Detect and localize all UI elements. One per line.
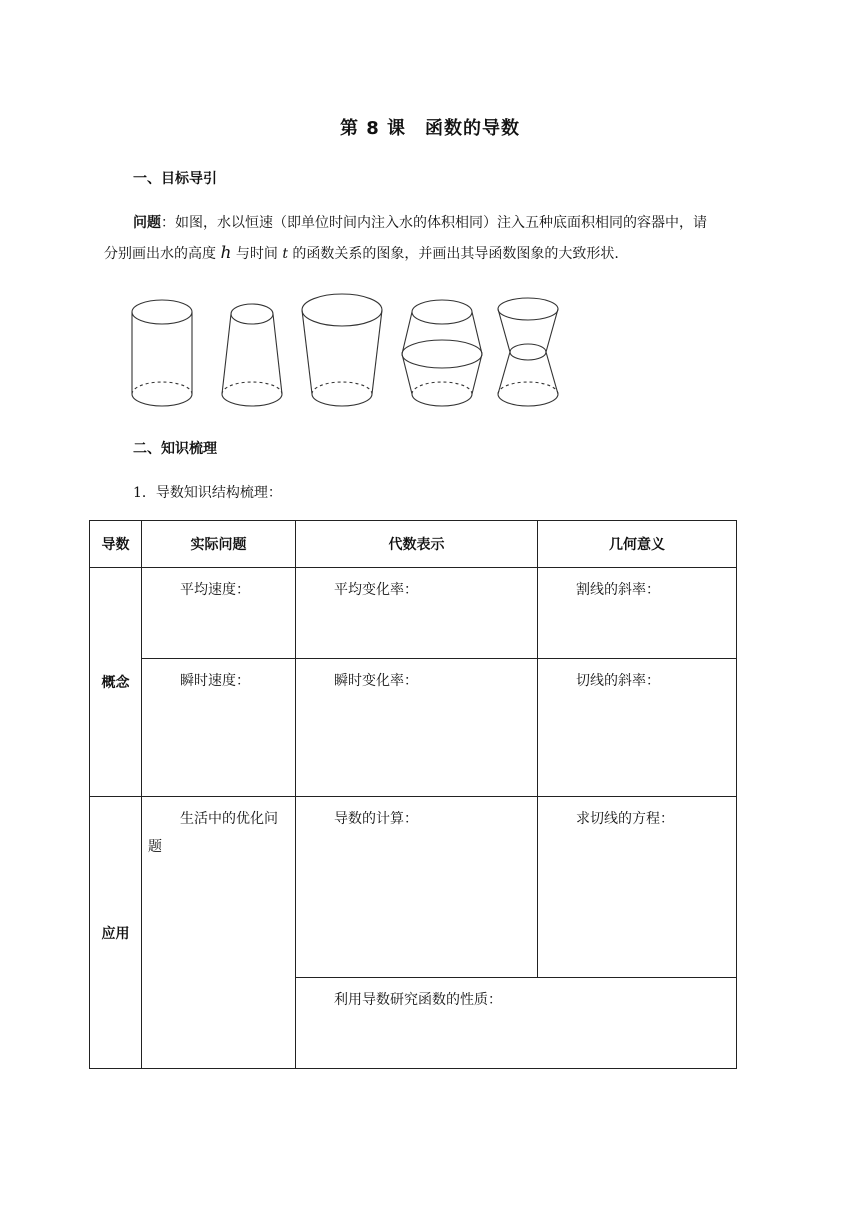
variable-h: h <box>220 243 232 263</box>
containers-figure <box>120 282 570 414</box>
problem-text-2b: 与时间 <box>231 246 283 262</box>
table-row <box>90 659 737 797</box>
table-header-row <box>90 521 737 568</box>
cell-tangent-eq: 求切线的方程： <box>538 797 737 978</box>
cell-calc: 导数的计算： <box>296 797 538 978</box>
problem-text-2a: 分别画出水的高度 <box>104 246 221 262</box>
optimize-line-2: 题 <box>148 839 162 855</box>
header-geometric: 几何意义 <box>538 521 737 568</box>
item-1-heading: 1．导数知识结构梳理： <box>133 485 282 501</box>
problem-label: 问题 <box>133 215 161 231</box>
section-heading-goals: 一、目标导引 <box>133 171 217 187</box>
problem-line-2 <box>104 238 764 269</box>
section-heading-knowledge: 二、知识梳理 <box>133 441 217 457</box>
table-row <box>90 568 737 659</box>
optimize-line-1: 生活中的优化问 <box>180 811 278 827</box>
problem-line-1 <box>104 208 764 238</box>
container-bulge-middle <box>402 300 482 406</box>
cell-inst-speed: 瞬时速度： <box>142 659 296 797</box>
row-label-concept: 概念 <box>90 568 142 797</box>
cell-inst-rate: 瞬时变化率： <box>296 659 538 797</box>
cell-optimize <box>142 797 296 1069</box>
cell-secant: 割线的斜率： <box>538 568 737 659</box>
cell-tangent-slope: 切线的斜率： <box>538 659 737 797</box>
table-row <box>90 797 737 978</box>
problem-paragraph <box>104 208 764 269</box>
header-practical: 实际问题 <box>142 521 296 568</box>
problem-text-2c: 的函数关系的图象，并画出其导函数图象的大致形状. <box>287 246 619 262</box>
knowledge-table <box>89 520 737 1069</box>
container-wide-top <box>302 294 382 406</box>
cell-avg-speed: 平均速度： <box>142 568 296 659</box>
header-algebraic: 代数表示 <box>296 521 538 568</box>
container-narrow-top <box>222 304 282 406</box>
header-derivative: 导数 <box>90 521 142 568</box>
page-title: 第 8 课 函数的导数 <box>339 118 521 139</box>
row-label-apply: 应用 <box>90 797 142 1069</box>
cell-properties: 利用导数研究函数的性质： <box>296 978 737 1069</box>
container-cylinder <box>132 300 192 406</box>
problem-text-1: ：如图，水以恒速（即单位时间内注入水的体积相同）注入五种底面积相同的容器中，请 <box>161 215 707 231</box>
cell-avg-rate: 平均变化率： <box>296 568 538 659</box>
variable-t: t <box>282 246 288 262</box>
container-hourglass <box>498 298 558 406</box>
